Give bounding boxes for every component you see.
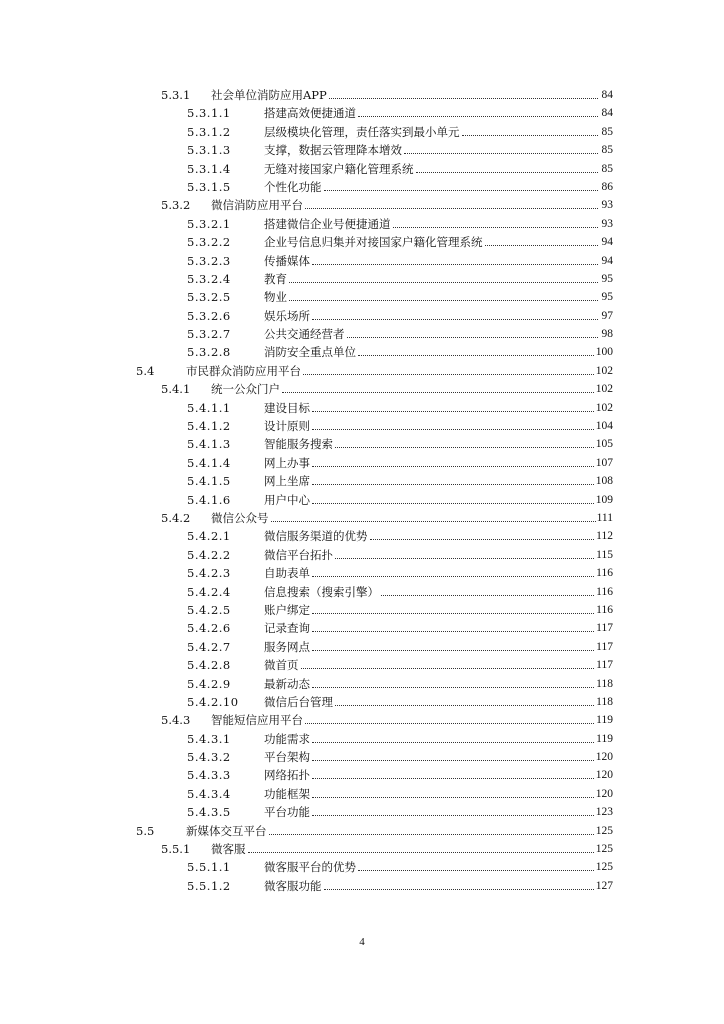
toc-entry[interactable] <box>0 785 724 803</box>
toc-entry-number: 5.5.1.1 <box>187 860 231 875</box>
toc-entry-page: 98 <box>601 328 613 341</box>
toc-entry-title: 搭建高效便捷通道 <box>264 106 356 121</box>
toc-entry[interactable] <box>0 748 724 766</box>
toc-entry-number: 5.4.3 <box>161 713 191 728</box>
toc-entry[interactable] <box>0 822 724 840</box>
toc-dot-leader <box>312 319 598 320</box>
toc-entry-number: 5.3.1.1 <box>187 106 231 121</box>
toc-entry-number: 5.3.1.4 <box>187 161 231 176</box>
toc-entry-page: 125 <box>595 861 613 874</box>
toc-entry-page: 127 <box>595 879 613 892</box>
toc-entry[interactable] <box>0 123 724 141</box>
toc-entry-number: 5.5.1 <box>161 842 191 857</box>
toc-entry-title: 企业号信息归集并对接国家户籍化管理系统 <box>264 235 483 250</box>
toc-entry-title: 智能短信应用平台 <box>211 713 303 728</box>
toc-entry[interactable] <box>0 417 724 435</box>
toc-dot-leader <box>358 870 598 871</box>
toc-entry-page: 93 <box>601 199 613 212</box>
toc-entry[interactable] <box>0 877 724 895</box>
toc-entry-number: 5.3.2.2 <box>187 235 231 250</box>
toc-entry-page: 125 <box>595 843 613 856</box>
toc-entry-title: 无缝对接国家户籍化管理系统 <box>264 161 414 176</box>
toc-entry-number: 5.4.1.1 <box>187 400 231 415</box>
toc-entry-number: 5.4.1.3 <box>187 437 231 452</box>
toc-entry-page: 117 <box>596 622 613 635</box>
toc-entry[interactable] <box>0 601 724 619</box>
toc-entry-page: 120 <box>595 787 613 800</box>
toc-entry[interactable] <box>0 583 724 601</box>
toc-entry-page: 116 <box>596 585 613 598</box>
toc-entry-number: 5.4.1.4 <box>187 455 231 470</box>
toc-entry-number: 5.4.3.2 <box>187 750 231 765</box>
toc-entry[interactable] <box>0 141 724 159</box>
toc-dot-leader <box>404 153 598 154</box>
toc-entry[interactable] <box>0 472 724 490</box>
toc-entry-title: 账户绑定 <box>264 602 310 617</box>
toc-entry-page: 95 <box>601 291 613 304</box>
toc-entry[interactable] <box>0 270 724 288</box>
toc-dot-leader <box>248 852 598 853</box>
toc-dot-leader <box>312 760 598 761</box>
toc-entry-number: 5.4.2.9 <box>187 676 231 691</box>
toc-dot-leader <box>312 778 598 779</box>
toc-dot-leader <box>347 337 598 338</box>
toc-entry-page: 94 <box>601 236 613 249</box>
toc-entry[interactable] <box>0 288 724 306</box>
toc-entry-title: 微首页 <box>264 658 299 673</box>
toc-entry-title: 服务网点 <box>264 639 310 654</box>
toc-dot-leader <box>305 208 598 209</box>
toc-dot-leader <box>312 576 598 577</box>
toc-entry-title: 微客服功能 <box>264 878 322 893</box>
toc-entry[interactable] <box>0 86 724 104</box>
toc-entry-page: 115 <box>596 548 613 561</box>
toc-entry[interactable] <box>0 693 724 711</box>
toc-dot-leader <box>358 116 598 117</box>
toc-entry-title: 微信平台拓扑 <box>264 547 333 562</box>
toc-dot-leader <box>312 503 598 504</box>
toc-dot-leader <box>485 245 598 246</box>
toc-entry-page: 100 <box>595 346 613 359</box>
toc-entry-page: 118 <box>596 695 613 708</box>
toc-dot-leader <box>312 484 598 485</box>
toc-entry-page: 118 <box>596 677 613 690</box>
table-of-contents <box>0 86 724 895</box>
toc-dot-leader <box>312 650 598 651</box>
toc-entry-page: 93 <box>601 217 613 230</box>
toc-entry-page: 120 <box>595 751 613 764</box>
toc-entry-title: 娱乐场所 <box>264 308 310 323</box>
toc-dot-leader <box>289 300 598 301</box>
toc-entry[interactable] <box>0 215 724 233</box>
toc-entry-title: 教育 <box>264 271 287 286</box>
toc-dot-leader <box>312 429 598 430</box>
toc-entry-page: 117 <box>596 659 613 672</box>
toc-entry-number: 5.4.2.10 <box>187 694 239 709</box>
toc-entry-number: 5.4.1 <box>161 382 191 397</box>
toc-entry-page: 84 <box>601 107 613 120</box>
toc-entry-title: 平台架构 <box>264 750 310 765</box>
toc-entry[interactable] <box>0 399 724 417</box>
toc-dot-leader <box>358 355 598 356</box>
toc-entry-page: 102 <box>595 383 613 396</box>
toc-entry[interactable] <box>0 730 724 748</box>
toc-entry-title: 功能框架 <box>264 786 310 801</box>
toc-entry[interactable] <box>0 233 724 251</box>
toc-entry-number: 5.4.3.3 <box>187 768 231 783</box>
toc-entry[interactable] <box>0 325 724 343</box>
toc-entry-number: 5.3.2.5 <box>187 290 231 305</box>
toc-entry-title: 智能服务搜索 <box>264 437 333 452</box>
page-number: 4 <box>359 936 365 948</box>
toc-entry-number: 5.3.1.5 <box>187 179 231 194</box>
toc-entry-number: 5.3.2.6 <box>187 308 231 323</box>
toc-entry-page: 119 <box>596 732 613 745</box>
toc-entry-page: 109 <box>595 493 613 506</box>
toc-entry-number: 5.3.2.8 <box>187 345 231 360</box>
toc-dot-leader <box>324 190 598 191</box>
toc-entry-number: 5.4.3.5 <box>187 805 231 820</box>
toc-entry[interactable] <box>0 160 724 178</box>
toc-entry-title: 新媒体交互平台 <box>186 823 267 838</box>
toc-entry[interactable] <box>0 435 724 453</box>
toc-dot-leader <box>303 374 598 375</box>
toc-entry-number: 5.4.2.8 <box>187 658 231 673</box>
toc-entry-title: 微客服平台的优势 <box>264 860 356 875</box>
toc-dot-leader <box>462 135 598 136</box>
toc-entry-title: 统一公众门户 <box>211 382 280 397</box>
toc-entry-title: 消防安全重点单位 <box>264 345 356 360</box>
toc-dot-leader <box>305 723 598 724</box>
toc-entry-number: 5.4.1.5 <box>187 474 231 489</box>
toc-entry[interactable] <box>0 803 724 821</box>
toc-entry-title: 微信公众号 <box>211 510 269 525</box>
toc-entry-page: 117 <box>596 640 613 653</box>
toc-entry-title: 微信消防应用平台 <box>211 198 303 213</box>
toc-entry-title: 物业 <box>264 290 287 305</box>
toc-entry-page: 105 <box>595 438 613 451</box>
toc-entry-title: 建设目标 <box>264 400 310 415</box>
toc-dot-leader <box>393 227 598 228</box>
toc-entry[interactable] <box>0 104 724 122</box>
toc-entry[interactable] <box>0 858 724 876</box>
toc-entry-number: 5.3.1.3 <box>187 143 231 158</box>
toc-dot-leader <box>312 466 598 467</box>
toc-entry-number: 5.4.2.1 <box>187 529 231 544</box>
toc-entry-title: 个性化功能 <box>264 179 322 194</box>
toc-entry-number: 5.3.2 <box>161 198 191 213</box>
toc-entry-page: 85 <box>601 162 613 175</box>
toc-entry-page: 111 <box>596 511 613 524</box>
toc-entry-number: 5.4.3.4 <box>187 786 231 801</box>
toc-entry[interactable] <box>0 343 724 361</box>
toc-entry-number: 5.4.2.2 <box>187 547 231 562</box>
toc-entry-page: 125 <box>595 824 613 837</box>
toc-entry-title: 记录查询 <box>264 621 310 636</box>
toc-dot-leader <box>324 889 598 890</box>
toc-entry-title: 最新动态 <box>264 676 310 691</box>
toc-dot-leader <box>335 447 598 448</box>
toc-entry-number: 5.4.2 <box>161 510 191 525</box>
toc-entry-number: 5.3.2.3 <box>187 253 231 268</box>
toc-entry-title: 信息搜索（搜索引擎） <box>264 584 379 599</box>
toc-entry-title: 用户中心 <box>264 492 310 507</box>
toc-entry-number: 5.4.2.6 <box>187 621 231 636</box>
toc-dot-leader <box>312 742 598 743</box>
toc-entry[interactable] <box>0 546 724 564</box>
toc-entry-number: 5.3.2.1 <box>187 216 231 231</box>
toc-dot-leader <box>271 521 598 522</box>
toc-entry[interactable] <box>0 675 724 693</box>
toc-entry[interactable] <box>0 491 724 509</box>
toc-entry-title: 平台功能 <box>264 805 310 820</box>
toc-entry[interactable] <box>0 362 724 380</box>
toc-entry[interactable] <box>0 178 724 196</box>
toc-dot-leader <box>269 834 598 835</box>
toc-entry-number: 5.4.3.1 <box>187 731 231 746</box>
toc-entry[interactable] <box>0 307 724 325</box>
toc-dot-leader <box>381 595 598 596</box>
toc-entry-number: 5.4.2.4 <box>187 584 231 599</box>
toc-entry-page: 102 <box>595 364 613 377</box>
toc-entry-title: 设计原则 <box>264 419 310 434</box>
toc-entry-title: 网上办事 <box>264 455 310 470</box>
toc-entry[interactable] <box>0 656 724 674</box>
toc-entry-title: 支撑，数据云管理降本增效 <box>264 143 402 158</box>
toc-entry-page: 104 <box>595 420 613 433</box>
toc-entry-number: 5.4.1.2 <box>187 419 231 434</box>
toc-entry[interactable] <box>0 196 724 214</box>
toc-entry-number: 5.3.1 <box>161 88 191 102</box>
toc-entry[interactable] <box>0 638 724 656</box>
toc-dot-leader <box>312 264 598 265</box>
toc-entry-title: 层级模块化管理，责任落实到最小单元 <box>264 124 460 139</box>
toc-entry-title: 网上坐席 <box>264 474 310 489</box>
toc-entry-title: 功能需求 <box>264 731 310 746</box>
toc-entry-page: 119 <box>596 714 613 727</box>
toc-entry-number: 5.4.2.5 <box>187 602 231 617</box>
toc-entry-page: 112 <box>596 530 613 543</box>
toc-dot-leader <box>335 558 598 559</box>
toc-entry[interactable] <box>0 564 724 582</box>
toc-entry-title: 自助表单 <box>264 566 310 581</box>
toc-dot-leader <box>370 539 598 540</box>
toc-dot-leader <box>289 282 598 283</box>
toc-entry[interactable] <box>0 380 724 398</box>
toc-entry[interactable] <box>0 619 724 637</box>
toc-entry-title: 公共交通经营者 <box>264 327 345 342</box>
toc-entry[interactable] <box>0 527 724 545</box>
toc-entry-page: 84 <box>601 89 613 101</box>
toc-entry[interactable] <box>0 454 724 472</box>
toc-dot-leader <box>312 613 598 614</box>
toc-dot-leader <box>312 797 598 798</box>
toc-entry-page: 94 <box>601 254 613 267</box>
toc-entry[interactable] <box>0 766 724 784</box>
toc-dot-leader <box>312 687 598 688</box>
toc-dot-leader <box>312 815 598 816</box>
toc-entry-page: 85 <box>601 144 613 157</box>
toc-entry[interactable] <box>0 252 724 270</box>
toc-entry-title: 搭建微信企业号便捷通道 <box>264 216 391 231</box>
toc-entry-page: 95 <box>601 272 613 285</box>
toc-entry-page: 120 <box>595 769 613 782</box>
toc-entry-number: 5.4.2.3 <box>187 566 231 581</box>
toc-entry-page: 85 <box>601 125 613 138</box>
toc-entry[interactable] <box>0 840 724 858</box>
toc-dot-leader <box>335 705 598 706</box>
toc-dot-leader <box>312 411 598 412</box>
toc-entry-number: 5.4.1.6 <box>187 492 231 507</box>
toc-entry-number: 5.3.2.7 <box>187 327 231 342</box>
toc-entry-number: 5.4.2.7 <box>187 639 231 654</box>
toc-entry-page: 123 <box>595 806 613 819</box>
toc-dot-leader <box>282 392 598 393</box>
toc-dot-leader <box>312 631 598 632</box>
toc-entry-number: 5.4 <box>136 363 155 378</box>
toc-entry-number: 5.5 <box>136 823 155 838</box>
toc-entry-title: 市民群众消防应用平台 <box>186 363 301 378</box>
toc-entry-title: 微信服务渠道的优势 <box>264 529 368 544</box>
toc-entry[interactable] <box>0 711 724 729</box>
toc-dot-leader <box>301 668 598 669</box>
toc-entry[interactable] <box>0 509 724 527</box>
toc-entry-title: 微客服 <box>211 842 246 857</box>
toc-entry-page: 116 <box>596 567 613 580</box>
toc-entry-page: 108 <box>595 475 613 488</box>
toc-entry-title: 社会单位消防应用APP <box>211 88 327 102</box>
toc-entry-number: 5.3.2.4 <box>187 271 231 286</box>
toc-dot-leader <box>416 172 598 173</box>
toc-entry-number: 5.3.1.2 <box>187 124 231 139</box>
toc-entry-page: 116 <box>596 603 613 616</box>
toc-entry-title: 传播媒体 <box>264 253 310 268</box>
toc-entry-number: 5.5.1.2 <box>187 878 231 893</box>
toc-entry-title: 微信后台管理 <box>264 694 333 709</box>
toc-dot-leader <box>329 98 598 99</box>
toc-entry-title: 网络拓扑 <box>264 768 310 783</box>
toc-entry-page: 86 <box>601 180 613 193</box>
toc-entry-page: 97 <box>601 309 613 322</box>
toc-entry-page: 102 <box>595 401 613 414</box>
toc-entry-page: 107 <box>595 456 613 469</box>
